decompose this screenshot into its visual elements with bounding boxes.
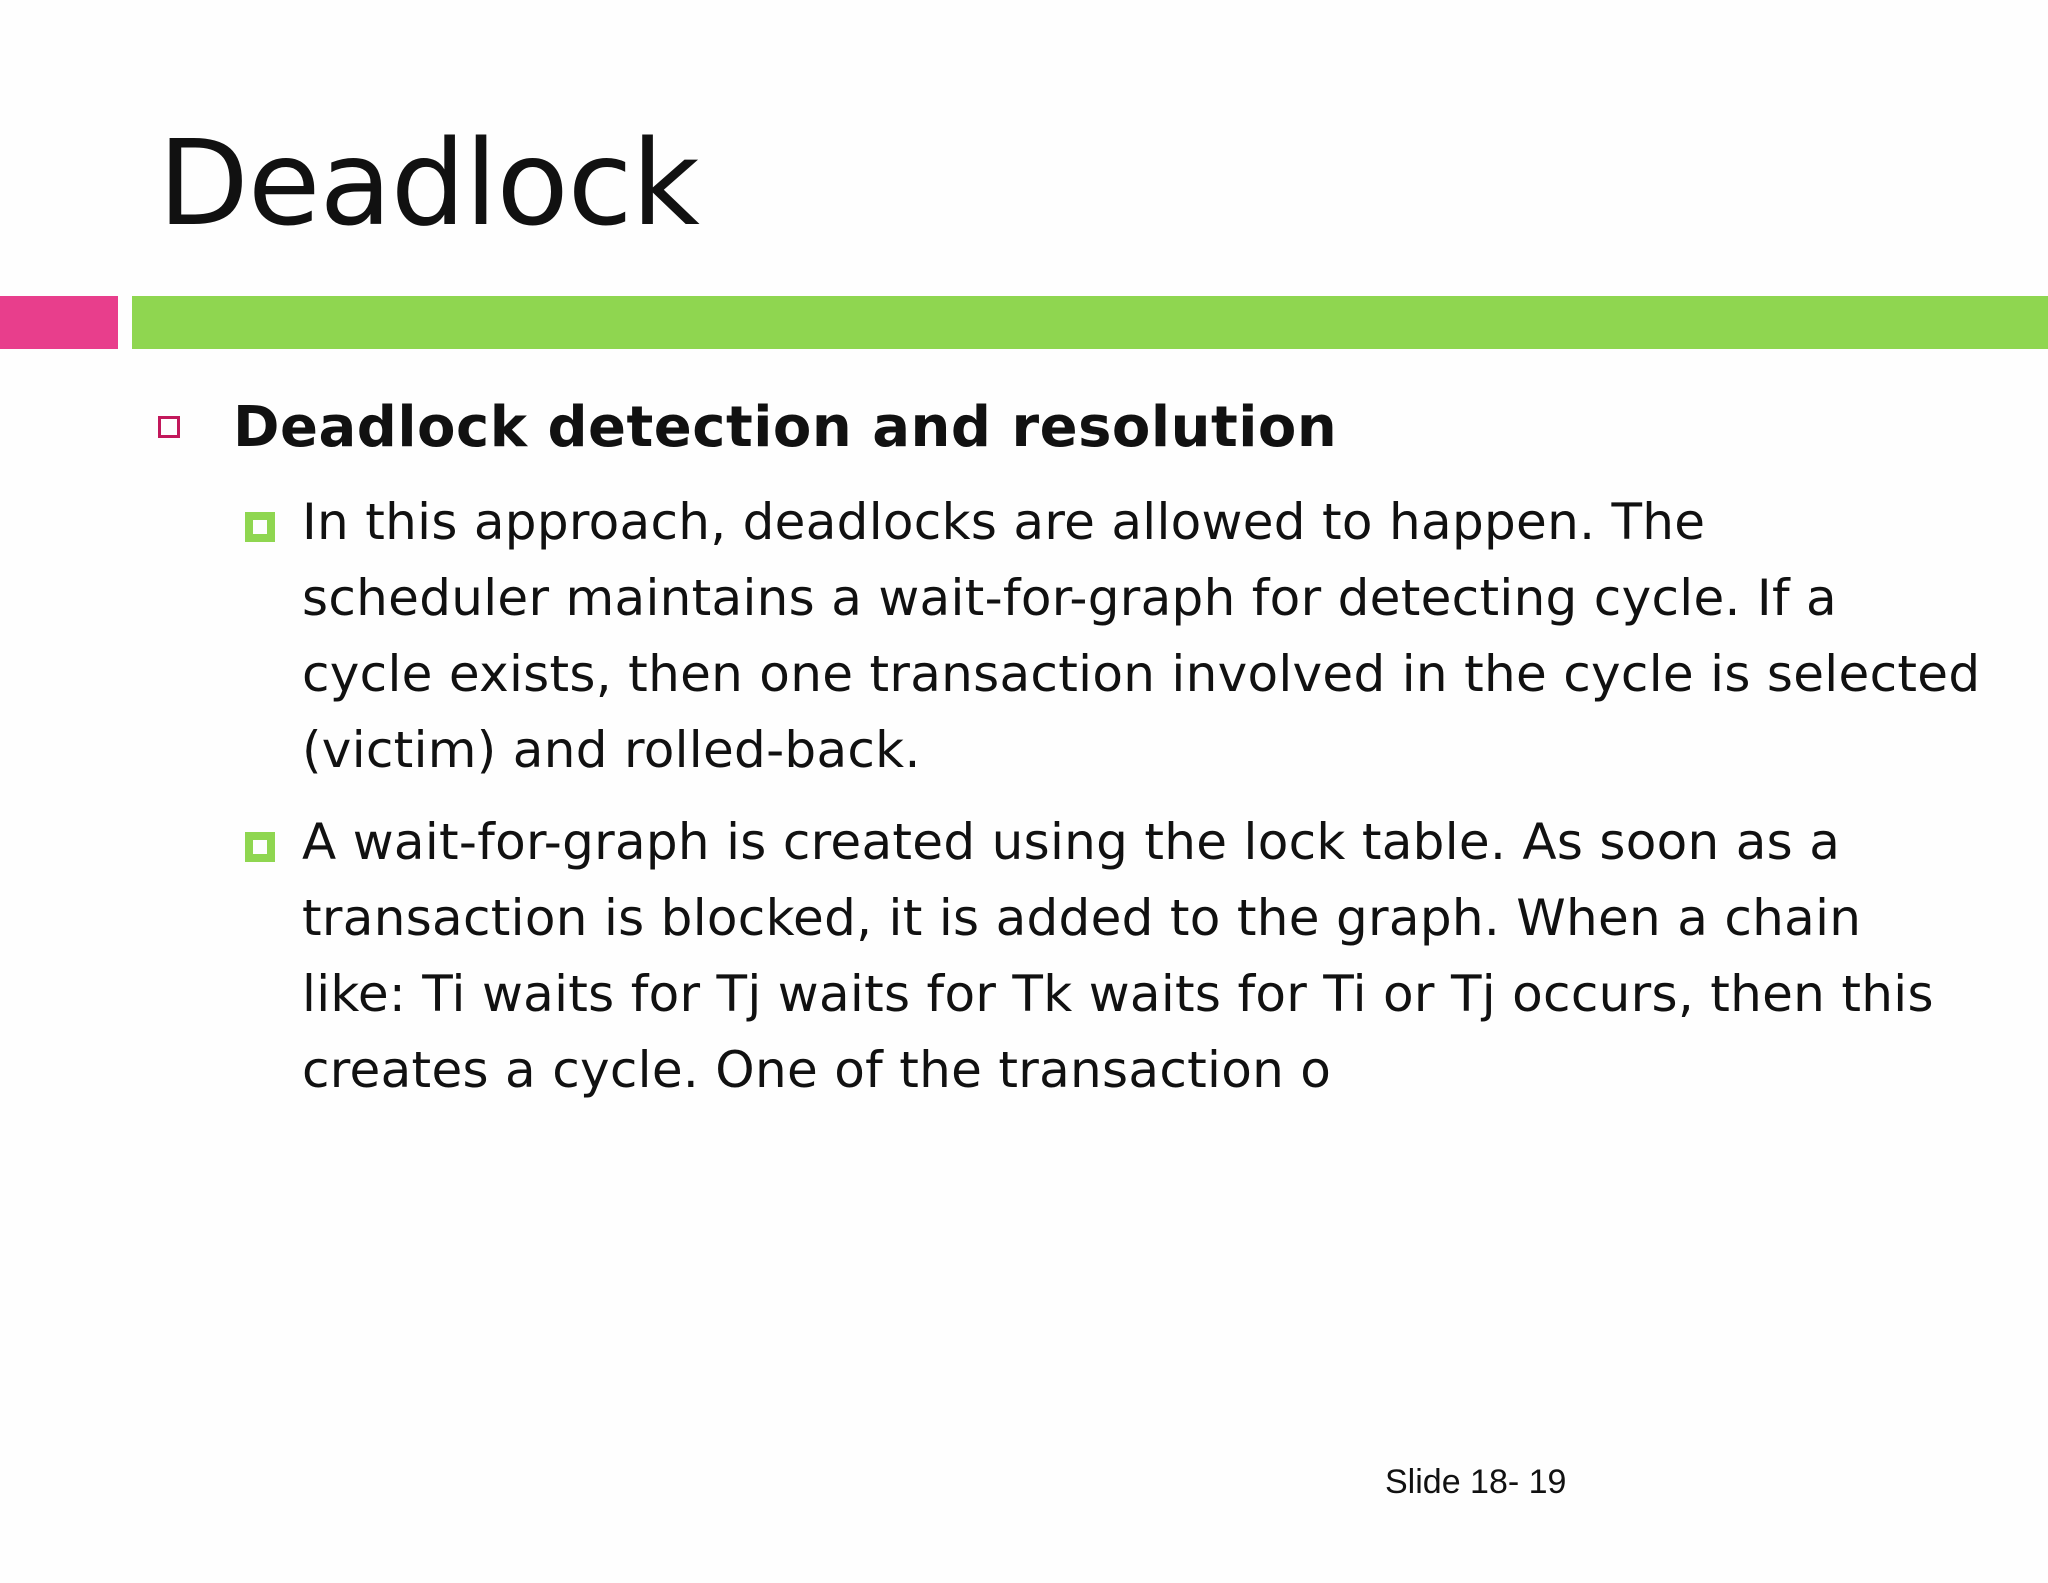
green-square-bullet-icon: [245, 832, 275, 862]
accent-bar-pink: [0, 296, 118, 349]
bullet-paragraph: [302, 484, 1981, 788]
paragraph-line: In this approach, deadlocks are allowed to happen. The: [302, 493, 1706, 551]
paragraph-line: creates a cycle. One of the transaction o: [302, 1041, 1332, 1099]
accent-bar-green: [132, 296, 2048, 349]
level1-heading: Deadlock detection and resolution: [233, 394, 1338, 460]
paragraph-line: A wait-for-graph is created using the lock table. As soon as a: [302, 813, 1841, 871]
slide-title: Deadlock: [158, 114, 699, 252]
green-square-bullet-icon: [245, 512, 275, 542]
slide-number: Slide 18- 19: [1385, 1463, 1567, 1501]
paragraph-line: like: Ti waits for Tj waits for Tk waits for Ti or Tj occurs, then this: [302, 965, 1934, 1023]
paragraph-line: (victim) and rolled-back.: [302, 721, 921, 779]
hollow-square-bullet-icon: [158, 416, 180, 438]
paragraph-line: transaction is blocked, it is added to the graph. When a chain: [302, 889, 1862, 947]
paragraph-line: scheduler maintains a wait-for-graph for detecting cycle. If a: [302, 569, 1837, 627]
bullet-paragraph: [302, 804, 1962, 1108]
level1-bullet-item: [158, 392, 1337, 462]
paragraph-line: cycle exists, then one transaction involved in the cycle is selected: [302, 645, 1981, 703]
